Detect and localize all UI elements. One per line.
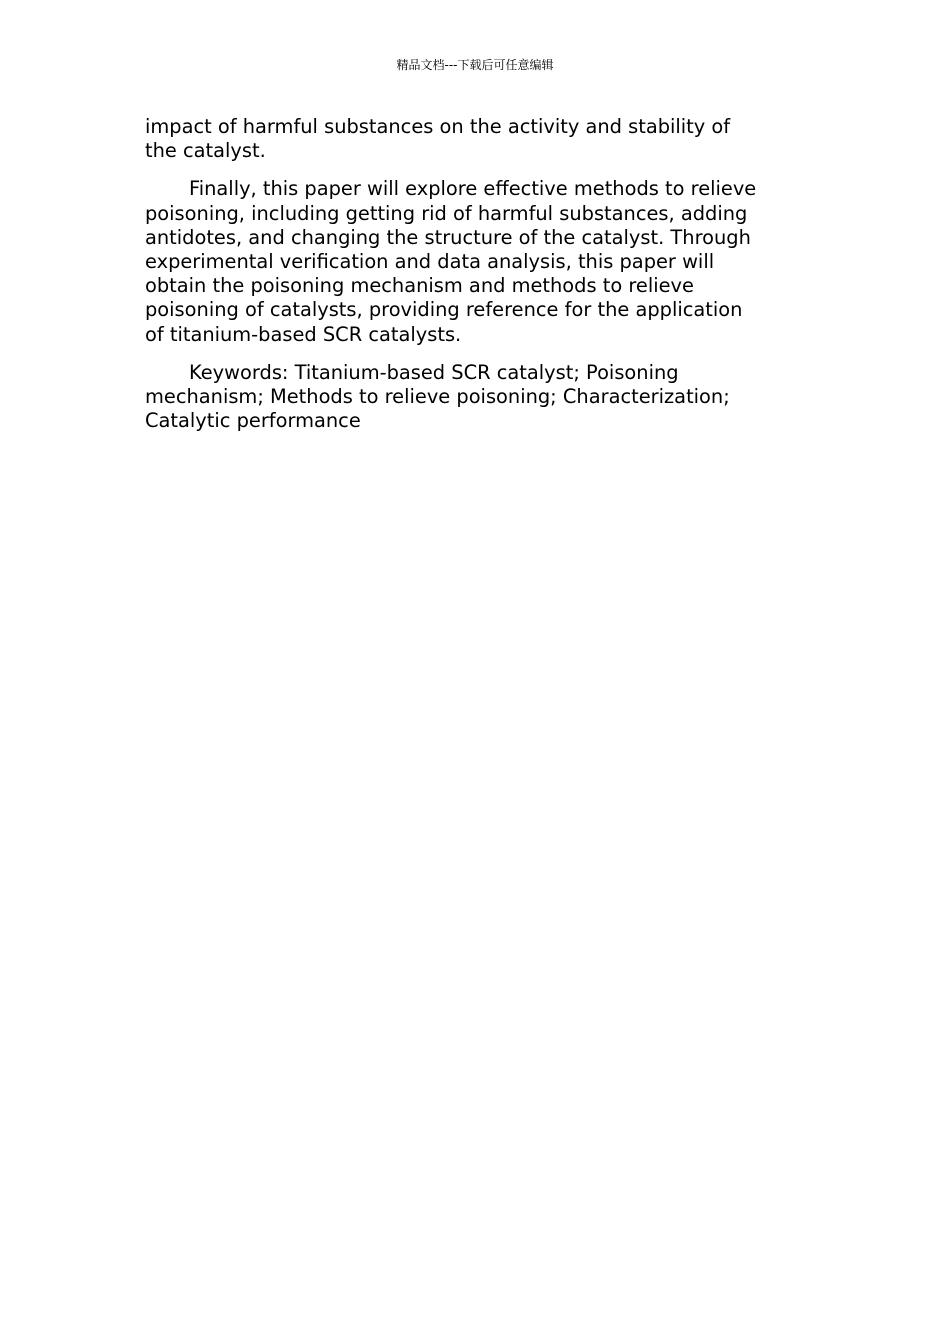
paragraph-keywords [145,361,810,434]
text-line: of titanium-based SCR catalysts. [145,322,462,346]
page-header: 精品文档---下载后可任意编辑 [396,58,554,72]
text-line: antidotes, and changing the structure of the catalyst. Through [145,225,751,249]
text-line: poisoning, including getting rid of harmful substances, adding [145,201,748,225]
text-line: obtain the poisoning mechanism and methods to relieve [145,274,694,298]
keywords-line: Catalytic performance [145,409,361,433]
keywords-line: Keywords: Titanium-based SCR catalyst; Poisoning [189,360,679,384]
text-line: impact of harmful substances on the activity and stability of [145,115,731,138]
document-body [145,115,810,447]
text-line: poisoning of catalysts, providing reference for the application [145,298,743,322]
text-line: the catalyst. [145,139,266,163]
keywords-line: mechanism; Methods to relieve poisoning; Characterization; [145,385,730,409]
paragraph-methods [145,177,810,346]
text-line: Finally, this paper will explore effective methods to relieve [189,177,757,201]
text-line: experimental verification and data analysis, this paper will [145,250,715,274]
paragraph-continuation [145,115,810,163]
